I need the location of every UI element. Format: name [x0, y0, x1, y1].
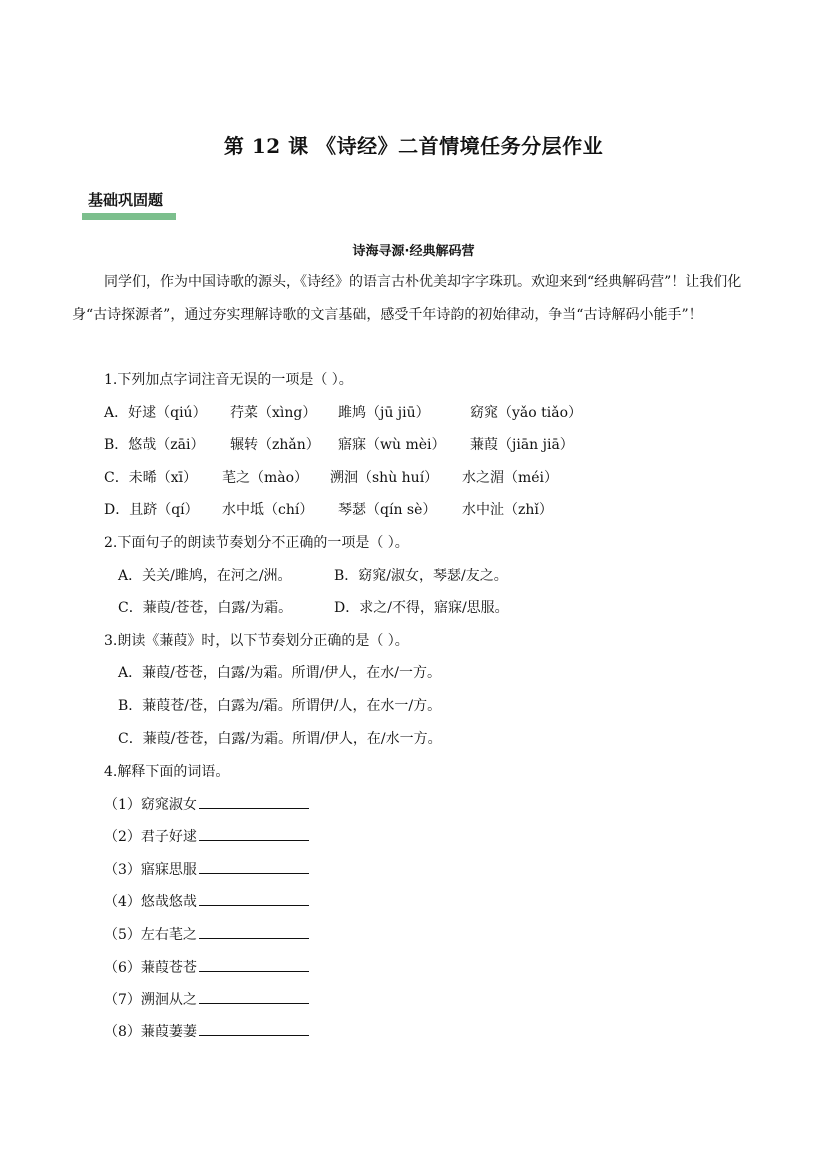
q4-item-label: （5）左右芼之: [104, 927, 197, 943]
q1-option: 窈窕（yǎo tiǎo）: [470, 405, 583, 421]
q1-option: D．且跻（qí）: [104, 502, 199, 518]
q1-option: 琴瑟（qín sè）: [338, 502, 437, 518]
question-1-stem: 1.下列加点字词注音无误的一项是（ ）。: [104, 372, 353, 388]
q1-option: 芼之（mào）: [222, 470, 309, 486]
q2-option: D．求之/不得，寤寐/思服。: [334, 600, 509, 616]
answer-blank[interactable]: [199, 859, 309, 874]
q1-option: 辗转（zhǎn）: [230, 437, 320, 453]
q3-option: A．蒹葭/苍苍，白露/为霜。所谓/伊人，在水/一方。: [118, 665, 441, 681]
section-subtitle: 诗海寻源·经典解码营: [352, 244, 475, 259]
question-2-stem: 2.下面句子的朗读节奏划分不正确的一项是（ ）。: [104, 535, 409, 551]
q1-option: B．悠哉（zāi）: [104, 437, 205, 453]
q4-item-label: （8）蒹葭萋萋: [104, 1024, 197, 1040]
q4-item-label: （4）悠哉悠哉: [104, 894, 197, 910]
q4-item: [104, 859, 309, 879]
q4-item: [104, 891, 309, 911]
q4-item: [104, 924, 309, 944]
section-label: 基础巩固题: [88, 191, 164, 209]
section-underline-bar: [82, 213, 176, 220]
answer-blank[interactable]: [199, 924, 309, 939]
q4-item-label: （1）窈窕淑女: [104, 797, 197, 813]
q1-option: 蒹葭（jiān jiā）: [470, 437, 574, 453]
question-4-stem: 4.解释下面的词语。: [104, 764, 230, 780]
q4-item-label: （6）蒹葭苍苍: [104, 960, 197, 976]
q3-option: B．蒹葭苍/苍，白露为/霜。所谓伊/人，在水一/方。: [118, 698, 442, 714]
intro-paragraph: 同学们，作为中国诗歌的源头，《诗经》的语言古朴优美却字字珠玑。欢迎来到“经典解码营”！让我们化身“古诗探源者”，通过夯实理解诗歌的文言基础，感受千年诗韵的初始律动，争当“古诗解码小能手”！: [72, 274, 742, 323]
q3-option: C．蒹葭/苍苍，白露/为霜。所谓/伊人，在/水一方。: [118, 731, 442, 747]
q1-option: 雎鸠（jū jiū）: [338, 405, 430, 421]
q4-item-label: （3）寤寐思服: [104, 862, 197, 878]
answer-blank[interactable]: [199, 826, 309, 841]
q2-option: B．窈窕/淑女，琴瑟/友之。: [334, 568, 508, 584]
q4-item: [104, 826, 309, 846]
q4-item: [104, 1021, 309, 1041]
q2-option: A．关关/雎鸠，在河之/洲。: [118, 568, 292, 584]
q1-option: A．好逑（qiú）: [104, 405, 207, 421]
q1-option: C．未晞（xī）: [104, 470, 198, 486]
answer-blank[interactable]: [199, 1021, 309, 1036]
q1-option: 荇菜（xìng）: [230, 405, 317, 421]
q4-item-label: （7）溯洄从之: [104, 992, 197, 1008]
q1-option: 水之湄（méi）: [462, 470, 559, 486]
question-3-stem: 3.朗读《蒹葭》时，以下节奏划分正确的是（ ）。: [104, 633, 409, 649]
q2-option: C．蒹葭/苍苍，白露/为霜。: [118, 600, 293, 616]
q1-option: 溯洄（shù huí）: [330, 470, 439, 486]
q4-item: [104, 957, 309, 977]
q1-option: 水中坻（chí）: [222, 502, 314, 518]
q4-item-label: （2）君子好逑: [104, 829, 197, 845]
q1-option: 寤寐（wù mèi）: [338, 437, 446, 453]
q4-item: [104, 989, 309, 1009]
q1-option: 水中沚（zhǐ）: [462, 502, 553, 518]
q4-item: [104, 794, 309, 814]
answer-blank[interactable]: [199, 794, 309, 809]
answer-blank[interactable]: [199, 989, 309, 1004]
page-title: 第 12 课 《诗经》二首情境任务分层作业: [223, 134, 604, 158]
answer-blank[interactable]: [199, 957, 309, 972]
answer-blank[interactable]: [199, 891, 309, 906]
